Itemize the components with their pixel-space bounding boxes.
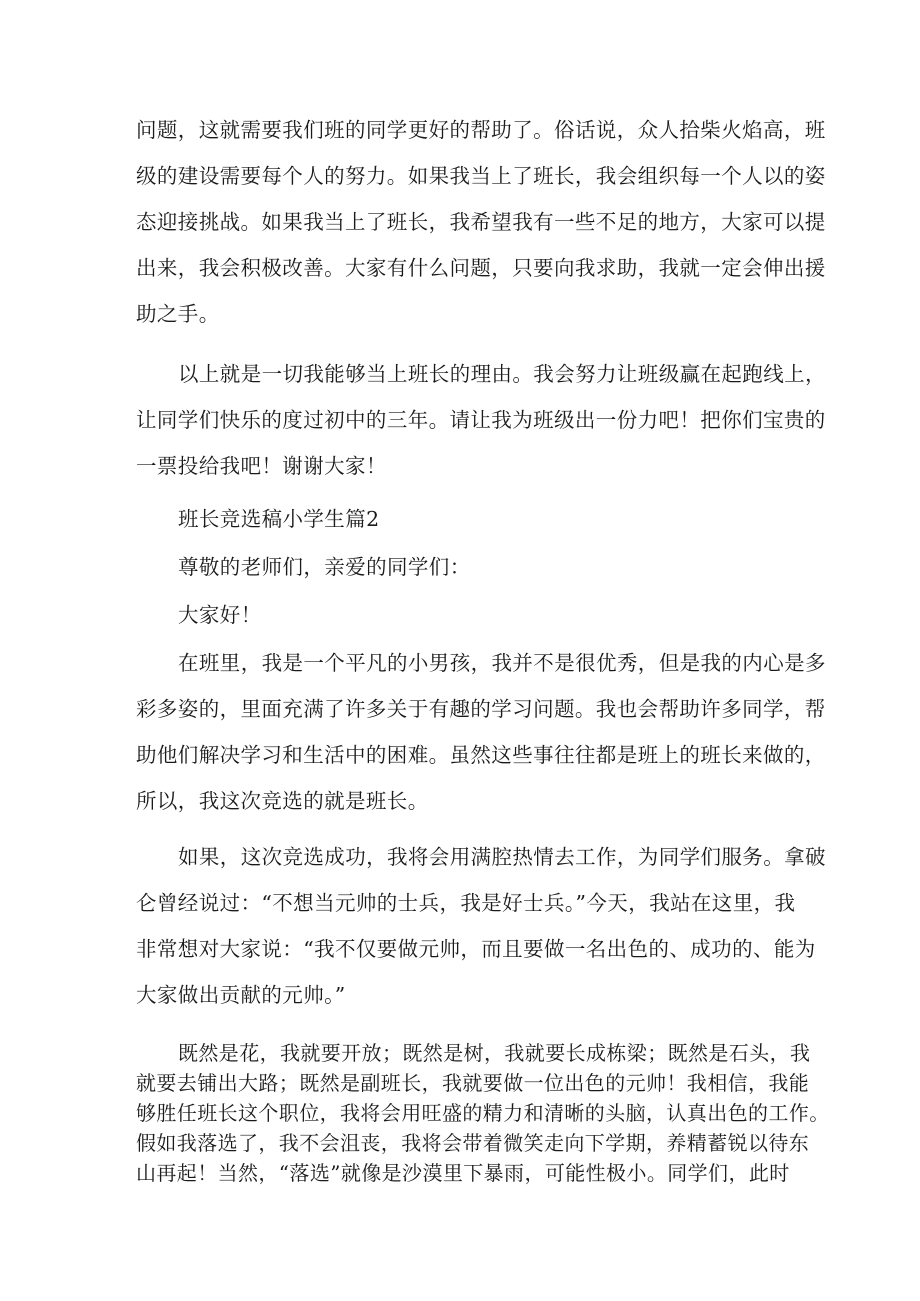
paragraph-line: 一票投给我吧！谢谢大家！ (136, 454, 387, 478)
paragraph-line: 助之手。 (136, 302, 220, 326)
paragraph-line: 如果，这次竞选成功，我将会用满腔热情去工作，为同学们服务。拿破 (178, 845, 826, 869)
paragraph-line: 级的建设需要每个人的努力。如果我当上了班长，我会组织每一个人以的姿 (136, 164, 826, 188)
paragraph-line: 在班里，我是一个平凡的小男孩，我并不是很优秀，但是我的内心是多 (178, 651, 826, 675)
salutation (136, 544, 790, 590)
paragraph-line: 问题，这就需要我们班的同学更好的帮助了。俗话说，众人拾柴火焰高，班 (136, 118, 826, 142)
section-title: 班长竞选稿小学生篇2 (178, 507, 380, 531)
paragraph-line: 假如我落选了，我不会沮丧，我将会带着微笑走向下学期，养精蓄锐以待东 (136, 1131, 810, 1155)
paragraph-line: 所以，我这次竞选的就是班长。 (136, 789, 429, 813)
paragraph-6 (136, 640, 826, 824)
paragraph-line: 仑曾经说过：“不想当元帅的士兵，我是好士兵。”今天，我站在这里，我 (136, 891, 796, 915)
paragraph-line: 够胜任班长这个职位，我将会用旺盛的精力和清晰的头脑，认真出色的工作。 (136, 1101, 830, 1125)
paragraph-line: 让同学们快乐的度过初中的三年。请让我为班级出一份力吧！把你们宝贵的 (136, 408, 826, 432)
paragraph-line: 既然是花，我就要开放；既然是树，我就要长成栋梁；既然是石头，我 (178, 1041, 811, 1065)
paragraph-line: 助他们解决学习和生活中的困难。虽然这些事往往都是班上的班长来做的， (136, 743, 826, 767)
greeting (136, 592, 790, 638)
paragraph-line: 就要去铺出大路；既然是副班长，我就要做一位出色的元帅！我相信，我能 (136, 1071, 810, 1095)
paragraph-7 (136, 834, 826, 1018)
paragraph-1 (136, 107, 826, 337)
paragraph-line: 以上就是一切我能够当上班长的理由。我会努力让班级赢在起跑线上， (178, 362, 826, 386)
paragraph-line: 彩多姿的，里面充满了许多关于有趣的学习问题。我也会帮助许多同学，帮 (136, 697, 826, 721)
paragraph-line: 非常想对大家说：“我不仅要做元帅，而且要做一名出色的、成功的、能为 (136, 937, 816, 961)
section-heading (136, 496, 790, 542)
paragraph-line: 态迎接挑战。如果我当上了班长，我希望我有一些不足的地方，大家可以提 (136, 210, 826, 234)
paragraph-line: 山再起！当然，“落选”就像是沙漠里下暴雨，可能性极小。同学们，此时 (136, 1161, 790, 1185)
greeting-text: 大家好！ (178, 603, 262, 627)
paragraph-2 (136, 351, 826, 489)
paragraph-line: 大家做出贡献的元帅。” (136, 983, 346, 1007)
salutation-text: 尊敬的老师们，亲爱的同学们： (178, 555, 471, 579)
paragraph-line: 出来，我会积极改善。大家有什么问题，只要向我求助，我就一定会伸出援 (136, 256, 826, 280)
paragraph-8 (136, 1038, 830, 1188)
